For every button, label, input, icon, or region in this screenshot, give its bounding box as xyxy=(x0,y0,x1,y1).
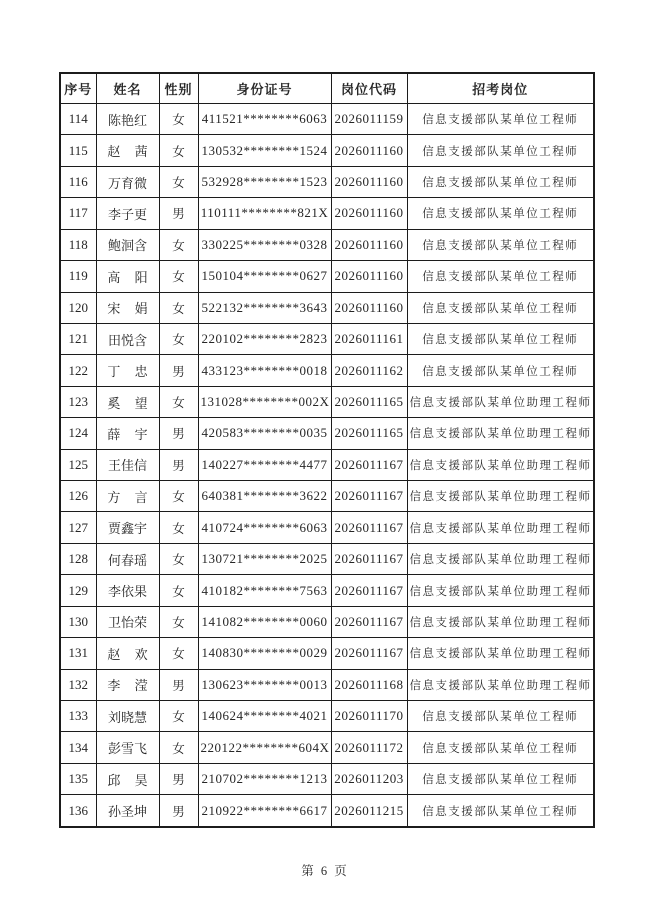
table-row xyxy=(60,449,594,480)
table-row xyxy=(60,198,594,229)
table-row xyxy=(60,575,594,606)
cell-serial-number: 132 xyxy=(60,669,96,700)
cell-serial-number: 122 xyxy=(60,355,96,386)
cell-id-number: 150104********0627 xyxy=(198,261,331,292)
cell-serial-number: 114 xyxy=(60,104,96,135)
cell-position-title: 信息支援部队某单位助理工程师 xyxy=(407,418,594,449)
cell-name: 奚 望 xyxy=(96,386,159,417)
cell-gender: 男 xyxy=(159,763,198,794)
cell-gender: 女 xyxy=(159,512,198,543)
page-number: 第 6 页 xyxy=(301,864,349,878)
cell-serial-number: 126 xyxy=(60,481,96,512)
cell-name: 卫怡荣 xyxy=(96,606,159,637)
cell-serial-number: 119 xyxy=(60,261,96,292)
cell-id-number: 131028********002X xyxy=(198,386,331,417)
column-header-gender: 性别 xyxy=(159,73,198,104)
cell-id-number: 410182********7563 xyxy=(198,575,331,606)
cell-position-code: 2026011160 xyxy=(331,198,407,229)
cell-position-code: 2026011160 xyxy=(331,261,407,292)
cell-gender: 男 xyxy=(159,418,198,449)
cell-name: 田悦含 xyxy=(96,323,159,354)
cell-name: 陈艳红 xyxy=(96,104,159,135)
cell-id-number: 130532********1524 xyxy=(198,135,331,166)
table-body xyxy=(60,104,594,828)
column-header-name: 姓名 xyxy=(96,73,159,104)
table-row xyxy=(60,669,594,700)
table-row xyxy=(60,323,594,354)
table-row xyxy=(60,763,594,794)
column-header-position-title: 招考岗位 xyxy=(407,73,594,104)
cell-position-title: 信息支援部队某单位工程师 xyxy=(407,763,594,794)
recruitment-roster-table xyxy=(59,72,595,828)
cell-position-title: 信息支援部队某单位助理工程师 xyxy=(407,638,594,669)
cell-name: 高 阳 xyxy=(96,261,159,292)
table-row xyxy=(60,795,594,827)
cell-name: 丁 忠 xyxy=(96,355,159,386)
column-header-id-number: 身份证号 xyxy=(198,73,331,104)
cell-gender: 女 xyxy=(159,543,198,574)
cell-serial-number: 120 xyxy=(60,292,96,323)
cell-serial-number: 116 xyxy=(60,166,96,197)
cell-name: 彭雪飞 xyxy=(96,732,159,763)
cell-name: 万育微 xyxy=(96,166,159,197)
cell-id-number: 110111********821X xyxy=(198,198,331,229)
cell-serial-number: 131 xyxy=(60,638,96,669)
table-row xyxy=(60,166,594,197)
cell-id-number: 522132********3643 xyxy=(198,292,331,323)
cell-position-code: 2026011172 xyxy=(331,732,407,763)
cell-serial-number: 121 xyxy=(60,323,96,354)
cell-position-code: 2026011167 xyxy=(331,575,407,606)
cell-position-title: 信息支援部队某单位工程师 xyxy=(407,135,594,166)
cell-position-title: 信息支援部队某单位工程师 xyxy=(407,229,594,260)
table-row xyxy=(60,481,594,512)
cell-id-number: 410724********6063 xyxy=(198,512,331,543)
cell-serial-number: 128 xyxy=(60,543,96,574)
cell-gender: 女 xyxy=(159,386,198,417)
table-row xyxy=(60,292,594,323)
cell-position-code: 2026011167 xyxy=(331,449,407,480)
cell-serial-number: 133 xyxy=(60,701,96,732)
cell-id-number: 210702********1213 xyxy=(198,763,331,794)
cell-position-code: 2026011167 xyxy=(331,481,407,512)
cell-position-code: 2026011160 xyxy=(331,166,407,197)
cell-position-code: 2026011167 xyxy=(331,512,407,543)
cell-name: 李依果 xyxy=(96,575,159,606)
cell-serial-number: 129 xyxy=(60,575,96,606)
cell-position-code: 2026011215 xyxy=(331,795,407,827)
cell-gender: 男 xyxy=(159,355,198,386)
column-header-serial-number: 序号 xyxy=(60,73,96,104)
cell-position-title: 信息支援部队某单位助理工程师 xyxy=(407,543,594,574)
cell-name: 赵 茜 xyxy=(96,135,159,166)
cell-name: 李 滢 xyxy=(96,669,159,700)
cell-gender: 女 xyxy=(159,606,198,637)
cell-name: 孙圣坤 xyxy=(96,795,159,827)
table-row xyxy=(60,135,594,166)
cell-gender: 女 xyxy=(159,135,198,166)
cell-position-title: 信息支援部队某单位助理工程师 xyxy=(407,449,594,480)
cell-name: 薛 宇 xyxy=(96,418,159,449)
cell-gender: 男 xyxy=(159,795,198,827)
table-row xyxy=(60,543,594,574)
cell-name: 贾鑫宇 xyxy=(96,512,159,543)
table-row xyxy=(60,355,594,386)
cell-gender: 女 xyxy=(159,292,198,323)
cell-position-title: 信息支援部队某单位工程师 xyxy=(407,198,594,229)
cell-gender: 女 xyxy=(159,638,198,669)
table-row xyxy=(60,606,594,637)
cell-gender: 女 xyxy=(159,323,198,354)
table-row xyxy=(60,386,594,417)
cell-name: 方 言 xyxy=(96,481,159,512)
cell-position-code: 2026011162 xyxy=(331,355,407,386)
cell-position-title: 信息支援部队某单位工程师 xyxy=(407,166,594,197)
table-row xyxy=(60,638,594,669)
cell-gender: 女 xyxy=(159,104,198,135)
cell-serial-number: 123 xyxy=(60,386,96,417)
cell-position-code: 2026011159 xyxy=(331,104,407,135)
cell-position-code: 2026011160 xyxy=(331,292,407,323)
cell-id-number: 140227********4477 xyxy=(198,449,331,480)
cell-id-number: 420583********0035 xyxy=(198,418,331,449)
cell-position-code: 2026011167 xyxy=(331,638,407,669)
cell-position-title: 信息支援部队某单位工程师 xyxy=(407,732,594,763)
cell-id-number: 640381********3622 xyxy=(198,481,331,512)
cell-id-number: 130623********0013 xyxy=(198,669,331,700)
column-header-position-code: 岗位代码 xyxy=(331,73,407,104)
cell-gender: 女 xyxy=(159,229,198,260)
cell-name: 宋 娟 xyxy=(96,292,159,323)
table-row xyxy=(60,104,594,135)
cell-position-code: 2026011168 xyxy=(331,669,407,700)
table-row xyxy=(60,732,594,763)
cell-serial-number: 118 xyxy=(60,229,96,260)
cell-id-number: 532928********1523 xyxy=(198,166,331,197)
cell-position-code: 2026011160 xyxy=(331,229,407,260)
table-header-row xyxy=(60,73,594,104)
cell-id-number: 220122********604X xyxy=(198,732,331,763)
cell-serial-number: 125 xyxy=(60,449,96,480)
cell-position-title: 信息支援部队某单位工程师 xyxy=(407,261,594,292)
cell-gender: 女 xyxy=(159,166,198,197)
cell-name: 赵 欢 xyxy=(96,638,159,669)
cell-position-title: 信息支援部队某单位助理工程师 xyxy=(407,481,594,512)
cell-position-title: 信息支援部队某单位工程师 xyxy=(407,292,594,323)
cell-serial-number: 134 xyxy=(60,732,96,763)
cell-position-code: 2026011160 xyxy=(331,135,407,166)
cell-position-title: 信息支援部队某单位工程师 xyxy=(407,355,594,386)
cell-gender: 男 xyxy=(159,449,198,480)
cell-position-code: 2026011167 xyxy=(331,606,407,637)
cell-id-number: 140624********4021 xyxy=(198,701,331,732)
cell-position-code: 2026011170 xyxy=(331,701,407,732)
cell-position-title: 信息支援部队某单位工程师 xyxy=(407,701,594,732)
cell-position-code: 2026011161 xyxy=(331,323,407,354)
cell-id-number: 130721********2025 xyxy=(198,543,331,574)
cell-gender: 男 xyxy=(159,669,198,700)
cell-id-number: 330225********0328 xyxy=(198,229,331,260)
cell-position-title: 信息支援部队某单位工程师 xyxy=(407,323,594,354)
cell-position-code: 2026011167 xyxy=(331,543,407,574)
cell-serial-number: 136 xyxy=(60,795,96,827)
cell-position-code: 2026011165 xyxy=(331,386,407,417)
cell-gender: 女 xyxy=(159,261,198,292)
cell-name: 邱 昊 xyxy=(96,763,159,794)
table-row xyxy=(60,418,594,449)
cell-name: 李子更 xyxy=(96,198,159,229)
cell-serial-number: 127 xyxy=(60,512,96,543)
cell-position-code: 2026011203 xyxy=(331,763,407,794)
cell-id-number: 433123********0018 xyxy=(198,355,331,386)
table-row xyxy=(60,261,594,292)
cell-position-code: 2026011165 xyxy=(331,418,407,449)
cell-position-title: 信息支援部队某单位工程师 xyxy=(407,104,594,135)
cell-name: 鲍洄含 xyxy=(96,229,159,260)
cell-name: 何春瑶 xyxy=(96,543,159,574)
cell-gender: 男 xyxy=(159,198,198,229)
cell-name: 王佳信 xyxy=(96,449,159,480)
cell-gender: 女 xyxy=(159,481,198,512)
cell-id-number: 141082********0060 xyxy=(198,606,331,637)
cell-id-number: 140830********0029 xyxy=(198,638,331,669)
cell-position-title: 信息支援部队某单位助理工程师 xyxy=(407,575,594,606)
cell-gender: 女 xyxy=(159,701,198,732)
cell-id-number: 411521********6063 xyxy=(198,104,331,135)
cell-serial-number: 130 xyxy=(60,606,96,637)
cell-serial-number: 115 xyxy=(60,135,96,166)
cell-position-title: 信息支援部队某单位工程师 xyxy=(407,795,594,827)
cell-id-number: 210922********6617 xyxy=(198,795,331,827)
cell-serial-number: 135 xyxy=(60,763,96,794)
cell-gender: 女 xyxy=(159,732,198,763)
cell-serial-number: 117 xyxy=(60,198,96,229)
cell-position-title: 信息支援部队某单位助理工程师 xyxy=(407,606,594,637)
cell-position-title: 信息支援部队某单位助理工程师 xyxy=(407,512,594,543)
table-row xyxy=(60,701,594,732)
table-row xyxy=(60,229,594,260)
cell-serial-number: 124 xyxy=(60,418,96,449)
table-row xyxy=(60,512,594,543)
cell-position-title: 信息支援部队某单位助理工程师 xyxy=(407,386,594,417)
cell-id-number: 220102********2823 xyxy=(198,323,331,354)
cell-name: 刘晓慧 xyxy=(96,701,159,732)
cell-position-title: 信息支援部队某单位助理工程师 xyxy=(407,669,594,700)
cell-gender: 女 xyxy=(159,575,198,606)
